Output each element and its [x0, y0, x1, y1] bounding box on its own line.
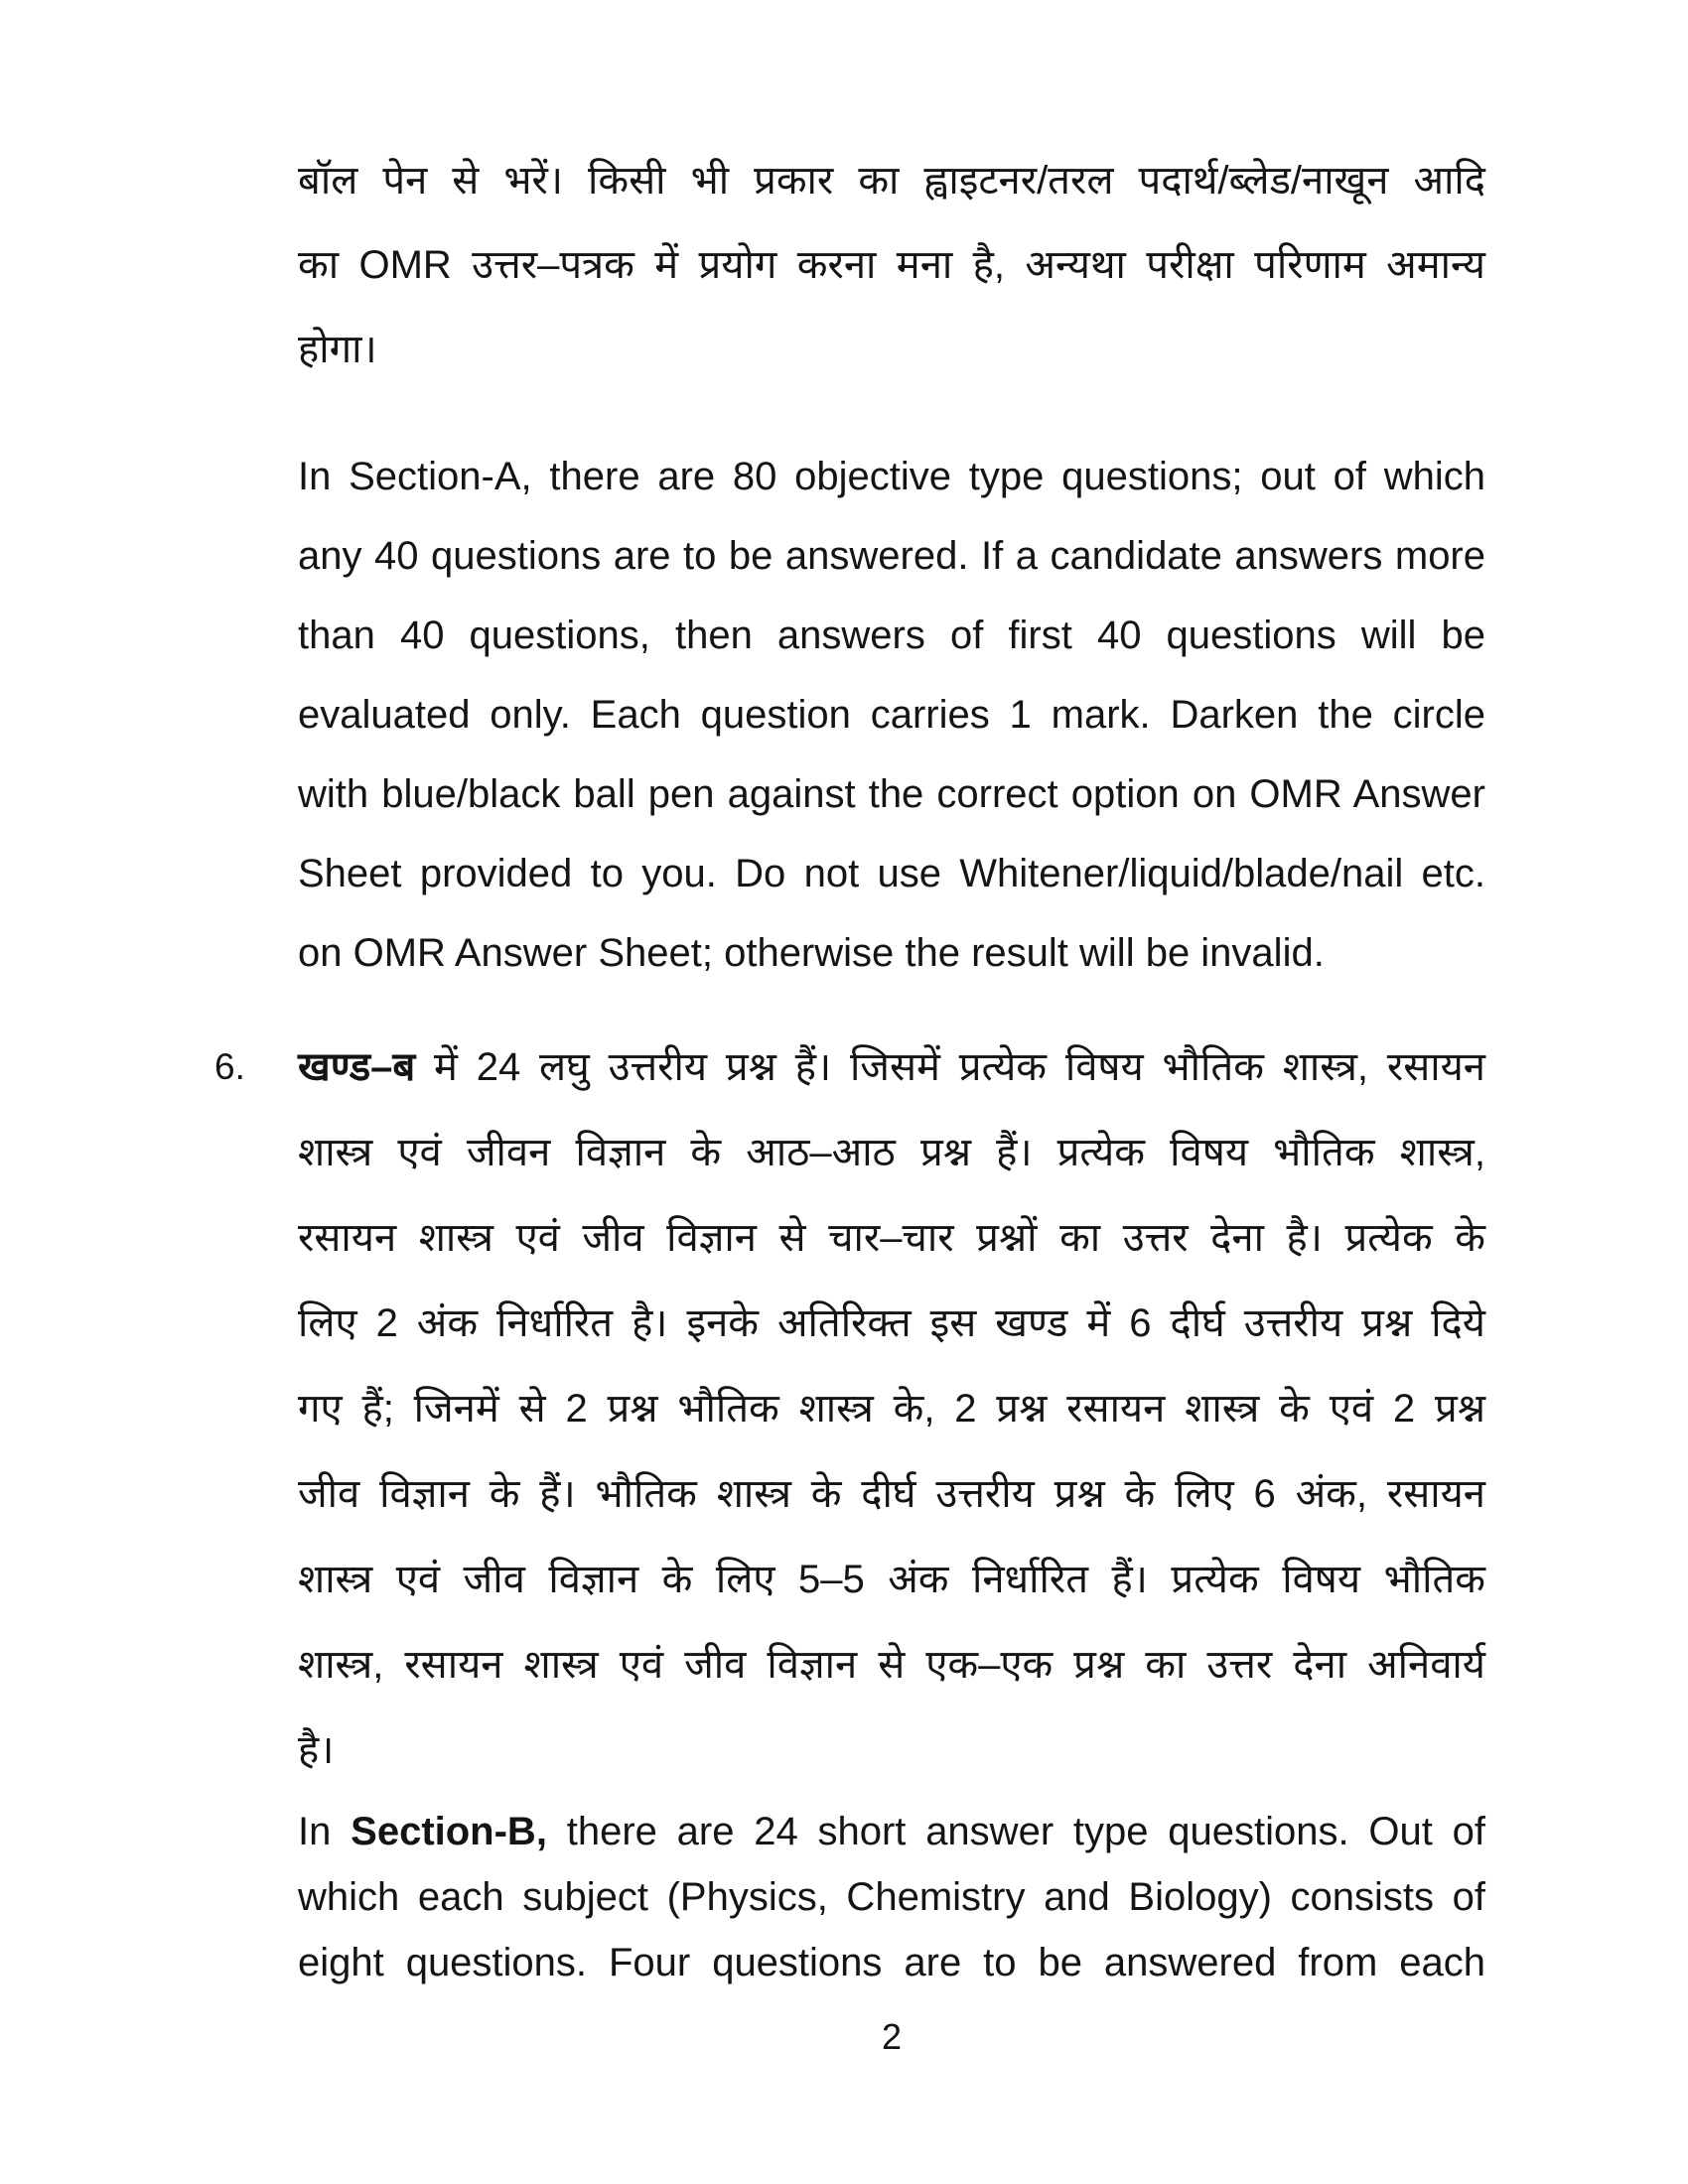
english-text-line: evaluated only. Each question carries 1 mark. Darken the circle: [298, 693, 1485, 737]
hindi-text-line: [298, 1024, 1485, 1110]
hindi-text-line: बॉल पेन से भरें। किसी भी प्रकार का ह्वाइटनर/तरल पदार्थ/ब्लेड/नाखून आदि: [298, 159, 1485, 203]
hindi-text-run: में 24 लघु उत्तरीय प्रश्न हैं। जिसमें प्रत्येक विषय भौतिक शास्त्र, रसायन: [415, 1045, 1485, 1089]
english-text-line: eight questions. Four questions are to be answered from each: [298, 1941, 1485, 1984]
english-text-line: [298, 1799, 1485, 1864]
instruction6-number: 6.: [214, 1046, 245, 1087]
english-text-line: which each subject (Physics, Chemistry and Biology) consists of: [298, 1875, 1485, 1919]
instruction5-hindi-paragraph: [298, 139, 1485, 392]
english-text-line: In Section-A, there are 80 objective type questions; out of which: [298, 455, 1485, 498]
page-number: 2: [881, 2016, 903, 2057]
section-b-hindi-label: खण्ड–ब: [298, 1045, 416, 1089]
english-text-run: In: [298, 1810, 352, 1853]
hindi-text-line: जीव विज्ञान के हैं। भौतिक शास्त्र के दीर्घ उत्तरीय प्रश्न के लिए 6 अंक, रसायन: [298, 1472, 1485, 1516]
instruction5-english-paragraph: [298, 437, 1485, 993]
english-text-line: any 40 questions are to be answered. If a candidate answers more: [298, 534, 1485, 578]
hindi-text-line: का OMR उत्तर–पत्रक में प्रयोग करना मना है, अन्यथा परीक्षा परिणाम अमान्य: [298, 243, 1485, 287]
hindi-text-line: होगा।: [298, 328, 377, 371]
hindi-text-line: शास्त्र एवं जीवन विज्ञान के आठ–आठ प्रश्न हैं। प्रत्येक विषय भौतिक शास्त्र,: [298, 1131, 1485, 1174]
english-text-run: there are 24 short answer type questions. Out of: [546, 1810, 1485, 1853]
section-b-english-label: Section-B,: [351, 1810, 547, 1853]
hindi-text-line: शास्त्र, रसायन शास्त्र एवं जीव विज्ञान से एक–एक प्रश्न का उत्तर देना अनिवार्य: [298, 1643, 1485, 1687]
hindi-text-line: है।: [298, 1728, 335, 1772]
english-text-line: with blue/black ball pen against the correct option on OMR Answer: [298, 772, 1485, 816]
instruction6-english-paragraph: [298, 1799, 1485, 1995]
hindi-text-line: लिए 2 अंक निर्धारित है। इनके अतिरिक्त इस खण्ड में 6 दीर्घ उत्तरीय प्रश्न दिये: [298, 1301, 1485, 1345]
hindi-text-line: गए हैं; जिनमें से 2 प्रश्न भौतिक शास्त्र के, 2 प्रश्न रसायन शास्त्र के एवं 2 प्रश्न: [298, 1387, 1485, 1431]
english-text-line: Sheet provided to you. Do not use Whitener/liquid/blade/nail etc.: [298, 852, 1485, 895]
hindi-text-line: रसायन शास्त्र एवं जीव विज्ञान से चार–चार प्रश्नों का उत्तर देना है। प्रत्येक के: [298, 1216, 1485, 1260]
instruction6-hindi-paragraph: [298, 1024, 1485, 1793]
english-text-line: than 40 questions, then answers of first 40 questions will be: [298, 614, 1485, 657]
hindi-text-line: शास्त्र एवं जीव विज्ञान के लिए 5–5 अंक निर्धारित हैं। प्रत्येक विषय भौतिक: [298, 1558, 1485, 1601]
english-text-line: on OMR Answer Sheet; otherwise the result will be invalid.: [298, 931, 1325, 975]
